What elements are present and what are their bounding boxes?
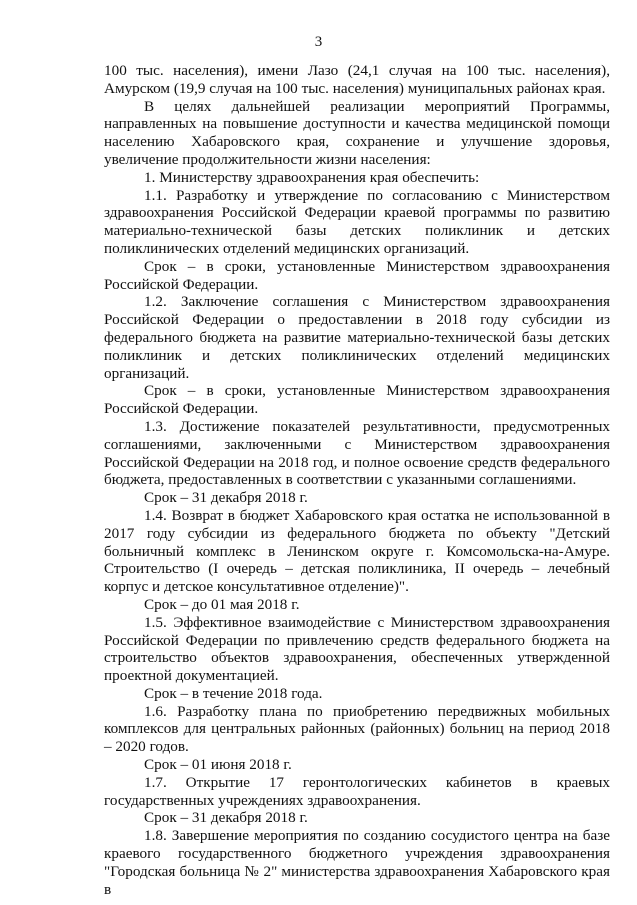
paragraph-item-1-7: 1.7. Открытие 17 геронтологических кабинетов в краевых государственных учреждениях здравоохранения. [104, 773, 610, 809]
paragraph-item-1-3: 1.3. Достижение показателей результативности, предусмотренных соглашениями, заключенными с Министерством здравоохранения Российской Федерации на 2018 год, и полное освоение средств федерального бюджета, предоставленных в соответствии с указанными соглашениями. [104, 417, 610, 489]
paragraph-deadline-1-5: Срок – в течение 2018 года. [144, 684, 323, 702]
paragraph-intro: В целях дальнейшей реализации мероприятий Программы, направленных на повышение доступности и качества медицинской помощи населению Хабаровского края, сохранение и улучшение здоровья, увеличение продолжительности жизни населения: [104, 97, 610, 168]
paragraph-item-1: 1. Министерству здравоохранения края обеспечить: [144, 168, 480, 186]
paragraph-item-1-4: 1.4. Возврат в бюджет Хабаровского края остатка не использованной в 2017 году субсидии из федерального бюджета по объекту "Детский больничный комплекс в Ленинском округе г. Комсомольска-на-Амуре. Строительство (I очередь – детская поликлиника, II очередь – лечебный корпус и детское консультативное отделение)". [104, 506, 610, 596]
paragraph-item-1-8: 1.8. Завершение мероприятия по созданию сосудистого центра на базе краевого государственного бюджетного учреждения здравоохранения "Городская больница № 2" министерства здравоохранения Хабаровского края в [104, 827, 610, 898]
paragraph-item-1-5: 1.5. Эффективное взаимодействие с Министерством здравоохранения Российской Федерации по привлечению средств федерального бюджета на строительство объектов здравоохранения, обеспеченных утвержденной проектной документацией. [104, 613, 610, 685]
paragraph-deadline-1-2: Срок – в сроки, установленные Министерством здравоохранения Российской Федерации. [104, 382, 610, 418]
paragraph-deadline-1-3: Срок – 31 декабря 2018 г. [144, 489, 308, 507]
paragraph-item-1-6: 1.6. Разработку плана по приобретению передвижных мобильных комплексов для центральных районных (районных) больниц на период 2018 – 2020 годов. [104, 702, 610, 756]
document-body [104, 62, 610, 898]
paragraph-deadline-1-1: Срок – в сроки, установленные Министерством здравоохранения Российской Федерации. [104, 257, 610, 293]
paragraph-item-1-2: 1.2. Заключение соглашения с Министерством здравоохранения Российской Федерации о предоставлении в 2018 году субсидии из федерального бюджета на развитие материально-технической базы детских поликлиник и детских поликлинических отделений медицинских организаций. [104, 293, 610, 382]
paragraph-item-1-1: 1.1. Разработку и утверждение по согласованию с Министерством здравоохранения Российской Федерации краевой программы по развитию материально-технической базы детских поликлиник и детских поликлинических отделений медицинских организаций. [104, 186, 610, 257]
page-number: 3 [314, 34, 323, 50]
paragraph-deadline-1-4: Срок – до 01 мая 2018 г. [144, 595, 300, 613]
paragraph-deadline-1-6: Срок – 01 июня 2018 г. [144, 756, 292, 774]
paragraph-continuation: 100 тыс. населения), имени Лазо (24,1 случая на 100 тыс. населения), Амурском (19,9 случая на 100 тыс. населения) муниципальных районах края. [104, 62, 610, 97]
paragraph-deadline-1-7: Срок – 31 декабря 2018 г. [144, 809, 308, 827]
